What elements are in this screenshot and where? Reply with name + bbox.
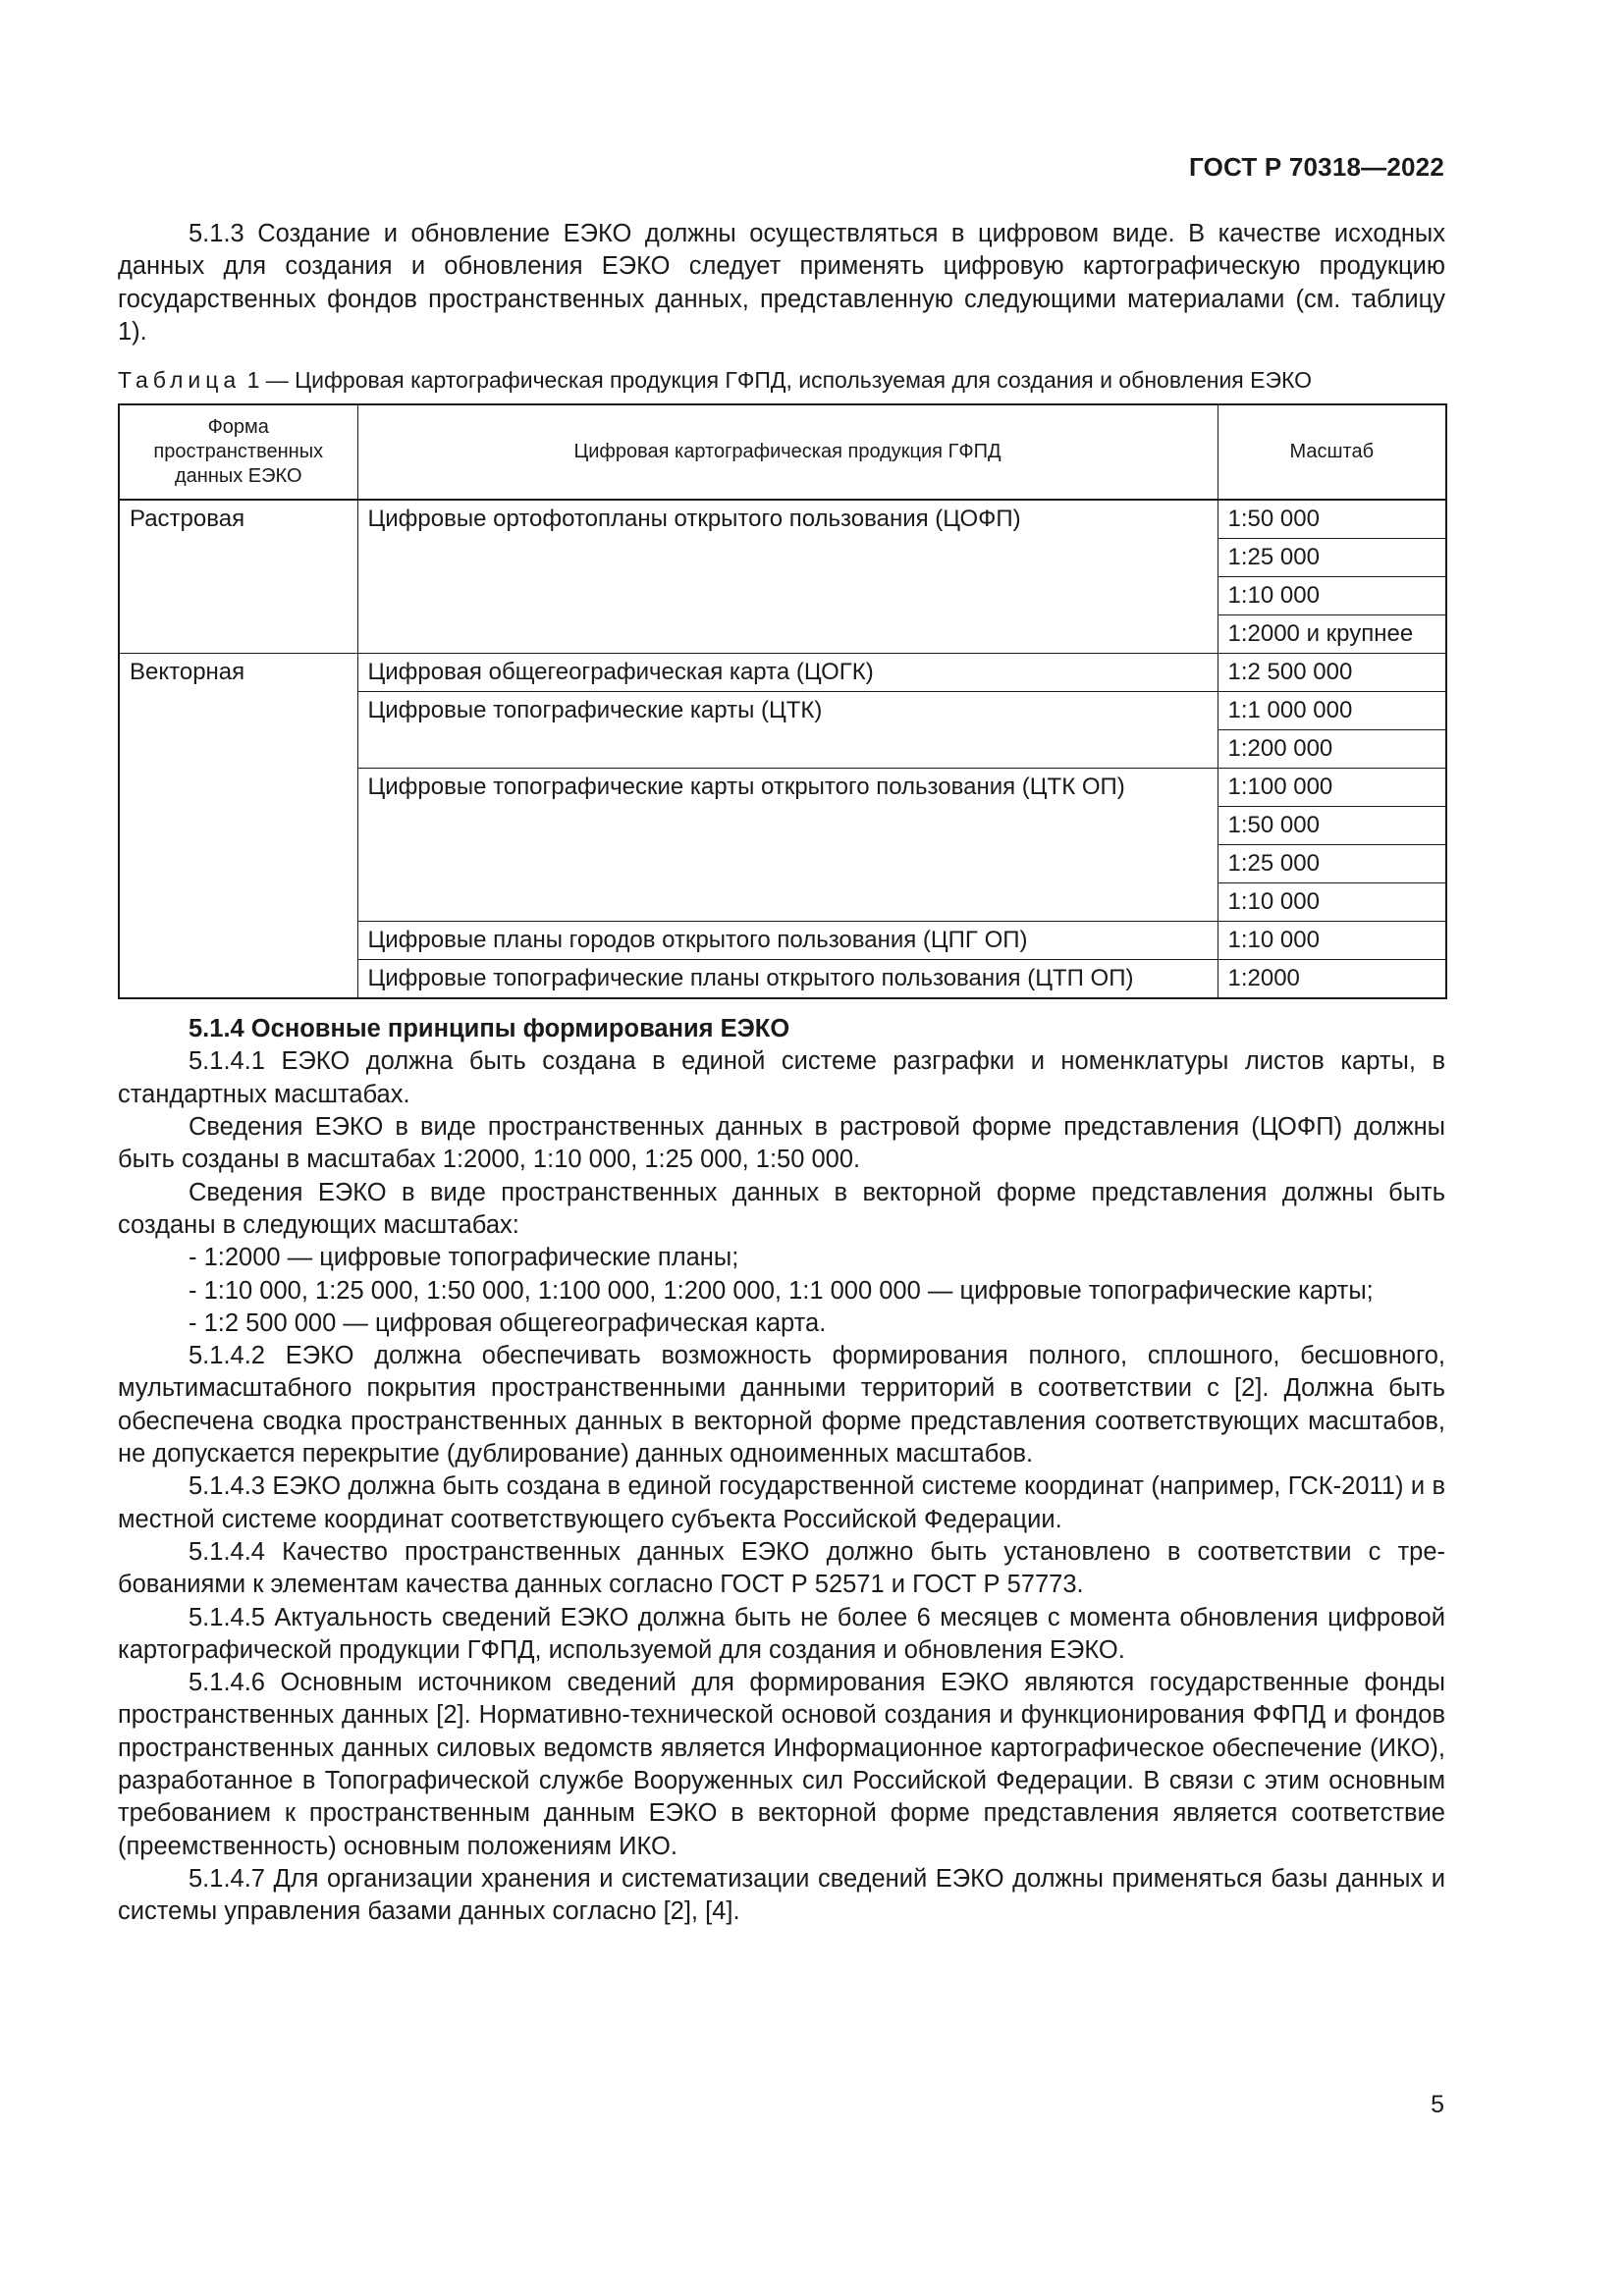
- paragraph-5-1-4-1: 5.1.4.1 ЕЭКО должна быть создана в единой системе разграфки и номенклатуры листов карты, в стандартных масштабах.: [118, 1047, 1445, 1108]
- paragraph-5-1-4-2: 5.1.4.2 ЕЭКО должна обеспечивать возможность формирования полного, сплошного, бесшовного, мультимасштабного покрытия пространственными данными территорий в соответствии с [2]. Должна быть обеспечена сводка пространственных данных в векторной форме представления соответствующих масштабов, не допускается перекрытие (дублирование) данных одноименных масштабов.: [118, 1342, 1445, 1468]
- paragraph-5-1-4-4: 5.1.4.4 Качество пространственных данных ЕЭКО должно быть установлено в соответствии с требованиями к элементам качества данных согласно ГОСТ Р 52571 и ГОСТ Р 57773.: [118, 1537, 1445, 1599]
- cell-scale: 1:1 000 000: [1218, 692, 1446, 730]
- paragraph-5-1-4-3: 5.1.4.3 ЕЭКО должна быть создана в единой государственной системе координат (например, ГСК-2011) и в местной системе координат соответствующего субъекта Российской Федерации.: [118, 1472, 1445, 1533]
- list-item-topo-maps: - 1:10 000, 1:25 000, 1:50 000, 1:100 000, 1:200 000, 1:1 000 000 — цифровые топографические карты;: [189, 1276, 1374, 1305]
- gfpd-table: [118, 403, 1447, 999]
- table-caption: [118, 365, 1445, 395]
- cell-product-cpg-op: Цифровые планы городов открытого пользования (ЦПГ ОП): [357, 922, 1218, 960]
- cell-product-cofp: Цифровые ортофотопланы открытого пользования (ЦОФП): [357, 500, 1218, 654]
- paragraph-5-1-3: 5.1.3 Создание и обновление ЕЭКО должны осуществляться в цифровом виде. В качестве исходных данных для создания и обновления ЕЭКО следует применять цифровую картографическую продукцию государственных фондов пространственных данных, представленную следующими материалами (см. таблицу 1).: [118, 220, 1445, 346]
- cell-scale: 1:10 000: [1218, 577, 1446, 615]
- paragraph-5-1-4-5: 5.1.4.5 Актуальность сведений ЕЭКО должна быть не более 6 месяцев с момента обновления цифровой картографической продукции ГФПД, используемой для создания и обновления ЕЭКО.: [118, 1603, 1445, 1664]
- cell-form-raster: Растровая: [119, 500, 357, 654]
- paragraph-raster-scales: Сведения ЕЭКО в виде пространственных данных в растровой форме представления (ЦОФП) должны быть созданы в масштабах 1:2000, 1:10 000, 1:25 000, 1:50 000.: [118, 1113, 1445, 1174]
- section-heading: 5.1.4 Основные принципы формирования ЕЭКО: [189, 1015, 790, 1043]
- cell-product-ctp-op: Цифровые топографические планы открытого пользования (ЦТП ОП): [357, 960, 1218, 999]
- cell-scale: 1:10 000: [1218, 922, 1446, 960]
- document-code: ГОСТ Р 70318—2022: [1189, 152, 1444, 182]
- cell-product-cogk: Цифровая общегеографическая карта (ЦОГК): [357, 654, 1218, 692]
- list-item-plans: - 1:2000 — цифровые топографические планы;: [189, 1244, 739, 1272]
- paragraph-5-1-4-6: 5.1.4.6 Основным источником сведений для формирования ЕЭКО являются государственные фонды пространственных данных [2]. Нормативно-технической основой создания и функционирования ФФПД и фондов пространственных данных силовых ведомств является Информационное картографическое обеспечение (ИКО), разработанное в Топографической службе Вооруженных сил Российской Федерации. В связи с этим основным требованием к пространственным данным ЕЭКО в векторной форме представления является соответствие (преемственность) основным положениям ИКО.: [118, 1669, 1445, 1860]
- paragraph-5-1-4-7: 5.1.4.7 Для организации хранения и систематизации сведений ЕЭКО должны применяться базы данных и системы управления базами данных согласно [2], [4].: [118, 1864, 1445, 1926]
- cell-product-ctk-op: Цифровые топографические карты открытого пользования (ЦТК ОП): [357, 769, 1218, 922]
- table-row: [119, 654, 1446, 692]
- header-scale: Масштаб: [1218, 404, 1446, 500]
- cell-product-ctk: Цифровые топографические карты (ЦТК): [357, 692, 1218, 769]
- cell-scale: 1:100 000: [1218, 769, 1446, 807]
- paragraph-vector-scales: Сведения ЕЭКО в виде пространственных данных в векторной форме представления должны быть созданы в следующих масштабах:: [118, 1178, 1445, 1239]
- table-header-row: [119, 404, 1446, 500]
- cell-scale: 1:25 000: [1218, 845, 1446, 883]
- cell-scale: 1:2000: [1218, 960, 1446, 999]
- cell-form-vector: Векторная: [119, 654, 357, 999]
- list-item-general-map: - 1:2 500 000 — цифровая общегеографическая карта.: [189, 1308, 827, 1337]
- page-content: [118, 218, 1445, 1929]
- cell-scale: 1:2 500 000: [1218, 654, 1446, 692]
- table-caption-label: Таблица: [118, 367, 242, 394]
- table-row: [119, 500, 1446, 539]
- header-data-form: Форма пространственных данных ЕЭКО: [119, 404, 357, 500]
- cell-scale: 1:50 000: [1218, 500, 1446, 539]
- table-caption-text: 1 — Цифровая картографическая продукция ГФПД, используемая для создания и обновления ЕЭКО: [246, 367, 1313, 394]
- cell-scale: 1:10 000: [1218, 883, 1446, 922]
- cell-scale: 1:50 000: [1218, 807, 1446, 845]
- cell-scale: 1:2000 и крупнее: [1218, 615, 1446, 654]
- page-number: 5: [1431, 2091, 1444, 2118]
- cell-scale: 1:200 000: [1218, 730, 1446, 769]
- cell-scale: 1:25 000: [1218, 539, 1446, 577]
- header-product: Цифровая картографическая продукция ГФПД: [357, 404, 1218, 500]
